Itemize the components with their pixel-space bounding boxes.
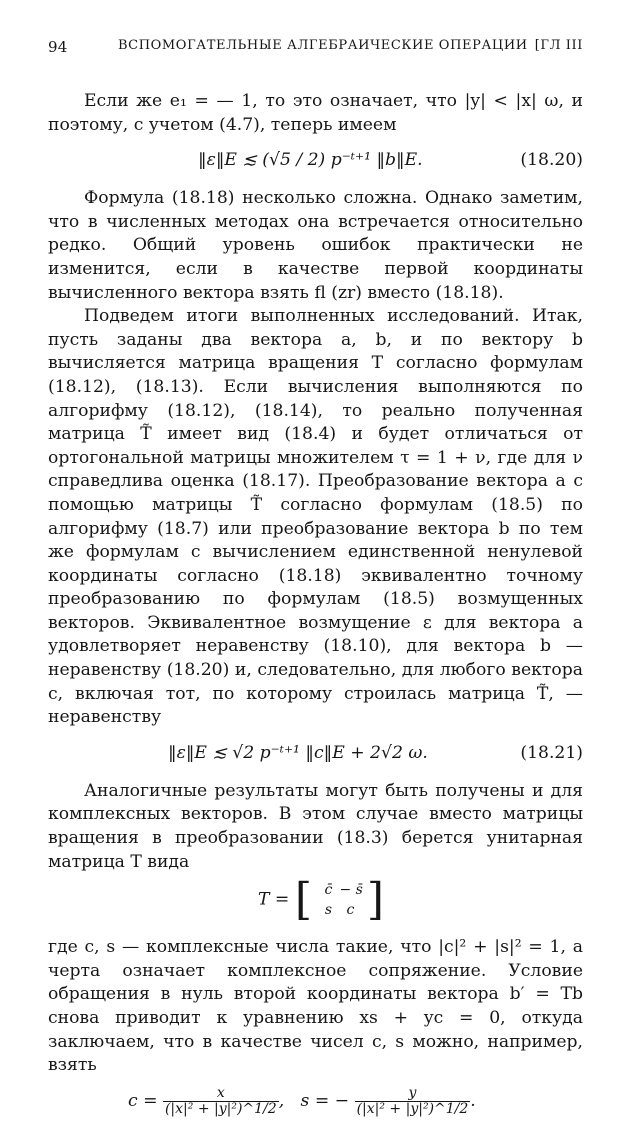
unitary-matrix <box>48 874 583 936</box>
s-fraction <box>355 1086 471 1117</box>
paragraph-4: Аналогичные результаты могут быть получены и для комплексных векторов. В этом случае вместо матрицы вращения в преобразовании (18.3) берется унитарная матрица T вида <box>48 780 583 872</box>
left-bracket: [ <box>294 874 312 926</box>
paragraph-1: Если же e₁ = — 1, то это означает, что |y| < |x| ω, и поэтому, с учетом (4.7), теперь имеем <box>48 91 583 135</box>
matrix-expr <box>258 874 385 926</box>
equation-18-20-expr: ‖ε‖E ≲ (√5 / 2) p⁻ᵗ⁺¹ ‖b‖E. <box>198 150 423 171</box>
matrix-lhs: T = <box>258 889 290 910</box>
equation-c-s-expr <box>128 1086 476 1117</box>
matrix-cell: c̄ <box>324 882 333 899</box>
equation-18-21 <box>48 732 583 776</box>
c-fraction <box>163 1086 279 1117</box>
matrix-cell: − s̄ <box>339 882 363 899</box>
equation-18-21-expr: ‖ε‖E ≲ √2 p⁻ᵗ⁺¹ ‖c‖E + 2√2 ω. <box>168 742 428 763</box>
matrix-cell: s <box>324 902 333 919</box>
paragraph-2: Формула (18.18) несколько сложна. Однако заметим, что в численных методах она встречается относительно редко. Общий уровень ошибок практически не изменится, если в качестве первой координаты вычисленного вектора взять fl (zr) вместо (18.18). <box>48 188 583 303</box>
matrix-grid <box>317 880 361 920</box>
matrix-cell: c <box>346 902 355 919</box>
c-numerator: x <box>163 1086 279 1102</box>
c-denominator: (|x|² + |y|²)^1/2 <box>164 1100 277 1117</box>
equation-18-21-tag: (18.21) <box>520 742 583 763</box>
equation-18-20 <box>48 139 583 183</box>
chapter-label: [ГЛ III <box>534 38 583 53</box>
separator: , <box>278 1090 285 1111</box>
c-lhs: c = <box>128 1090 158 1111</box>
paragraph-3: Подведем итоги выполненных исследований. Итак, пусть заданы два вектора a, b, и по вектору b вычисляется матрица вращения T согласно формулам (18.12), (18.13). Если вычисления выполняются по алгорифму (18.12), (18.14), то реально полученная матрица T̃ имеет вид (18.4) и будет отличаться от ортогональной матрицы множителем τ = 1 + ν, где для ν справедлива оценка (18.17). Преобразование вектора a с помощью матрицы T̃ согласно формулам (18.5) по алгорифму (18.7) или преобразование вектора b по тем же формулам с вычислением единственной ненулевой координаты согласно (18.18) эквивалентно точному преобразованию по формулам (18.5) возмущенных векторов. Эквивалентное возмущение ε для вектора a удовлетворяет неравенству (18.10), для вектора b — неравенству (18.20) и, следовательно, для любого вектора c, включая тот, по которому строилась матрица T̃, — неравенству <box>48 306 583 728</box>
s-lhs: s = − <box>300 1090 350 1111</box>
running-title: ВСПОМОГАТЕЛЬНЫЕ АЛГЕБРАИЧЕСКИЕ ОПЕРАЦИИ <box>118 38 528 53</box>
s-denominator: (|x|² + |y|²)^1/2 <box>356 1100 469 1117</box>
equation-c-s <box>48 1078 583 1128</box>
right-bracket: ] <box>366 874 385 926</box>
page-body <box>48 90 583 1128</box>
paragraph-5: где c, s — комплексные числа такие, что |c|² + |s|² = 1, а черта означает комплексное сопряжение. Условие обращения в нуль второй координаты вектора b′ = Tb снова приводит к уравнению xs + yc = 0, откуда заключаем, что в качестве чисел c, s можно, например, взять <box>48 937 583 1076</box>
page-number: 94 <box>48 38 68 56</box>
end-period: . <box>470 1090 476 1111</box>
equation-18-20-tag: (18.20) <box>520 150 583 171</box>
s-numerator: y <box>355 1086 471 1102</box>
